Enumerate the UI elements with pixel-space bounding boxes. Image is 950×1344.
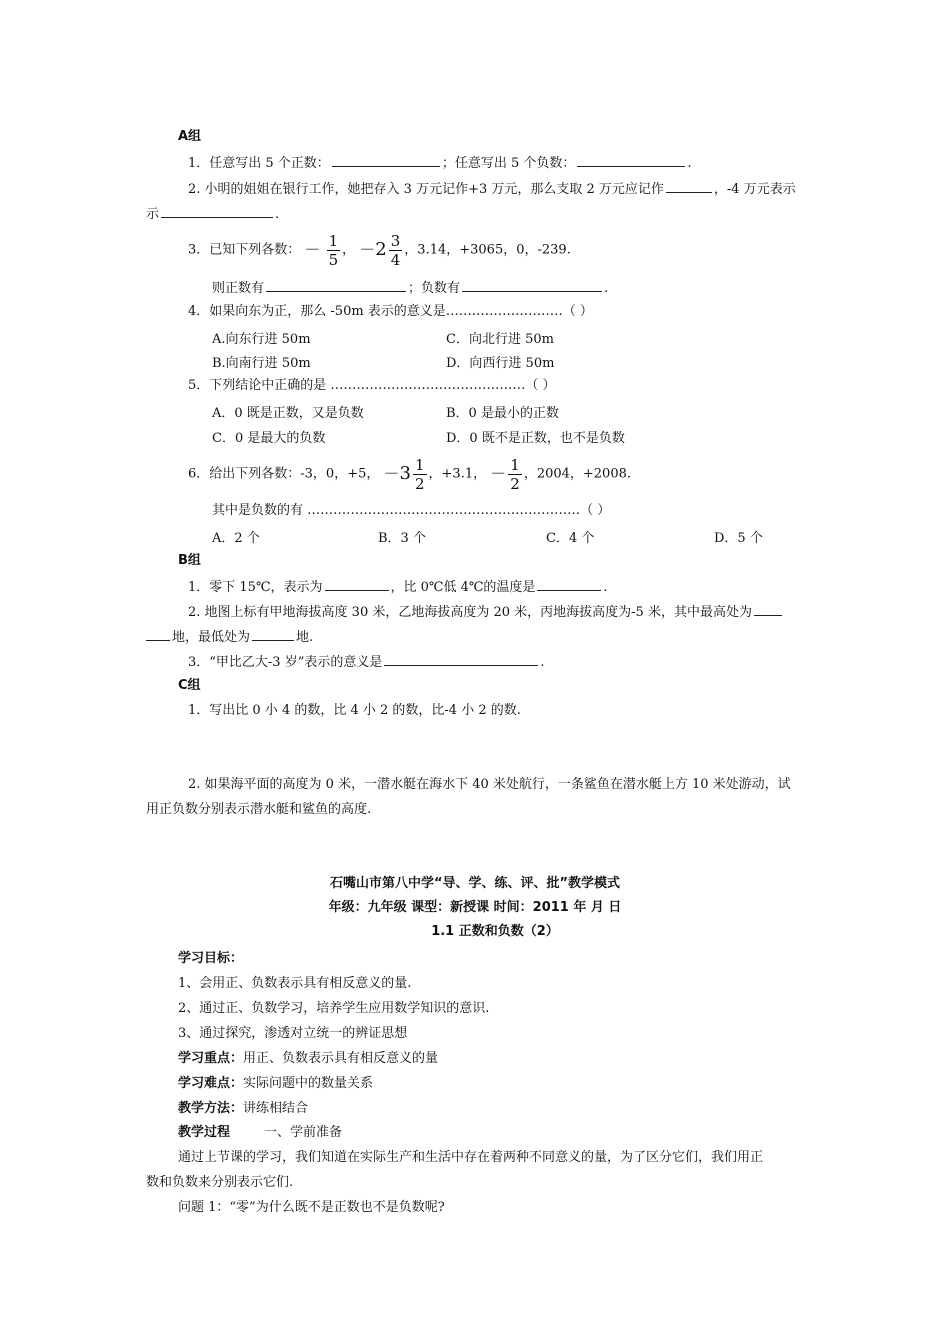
answer-blank — [332, 153, 440, 167]
a-q3-line2: 则正数有 ；负数有 . — [212, 278, 608, 298]
answer-blank — [161, 204, 273, 218]
option-b: B．0 是最小的正数 — [446, 406, 559, 421]
option-c: C．0 是最大的负数 — [212, 431, 326, 446]
answer-blank — [146, 627, 170, 641]
fraction: $\frac{1}{2}$ — [414, 455, 425, 493]
option-a: A.向东行进 50m — [212, 332, 311, 347]
c-q2-line1: 2. 如果海平面的高度为 0 米，一潜水艇在海水下 40 米处航行，一条鲨鱼在潜水艇上方 10 米处游动，试 — [188, 777, 791, 792]
intro-para-line2: 数和负数来分别表示它们. — [146, 1175, 294, 1190]
group-c-heading: C组 — [178, 678, 201, 693]
lesson-title: 1.1 正数和负数（2） — [431, 924, 559, 939]
lesson-meta: 年级：九年级 课型：新授课 时间：2011 年 月 日 — [328, 900, 622, 915]
answer-blank — [325, 577, 389, 591]
goal-1: 1、会用正、负数表示具有相反意义的量. — [178, 976, 412, 991]
goals-label: 学习目标： — [178, 951, 244, 966]
option-a: A．2 个 — [212, 531, 260, 546]
a-q3-line1: 3．已知下列各数： － $\frac{1}{5}$ ， －2 $\frac{3}{4}$ ，3.14，+3065，0，-239. — [188, 231, 571, 269]
fraction: $\frac{1}{5}$ — [328, 231, 339, 269]
difficulty: 学习难点：实际问题中的数量关系 — [178, 1076, 374, 1091]
intro-para-line1: 通过上节课的学习，我们知道在实际生产和生活中存在着两种不同意义的量，为了区分它们，我们用正 — [178, 1150, 764, 1165]
teaching-method: 教学方法：讲练相结合 — [178, 1101, 309, 1116]
a-q5-stem: 5．下列结论中正确的是 ………………………………………（ ） — [188, 378, 556, 393]
answer-blank — [252, 627, 294, 641]
b-q1: 1．零下 15℃，表示为 ，比 0℃低 4℃的温度是 . — [188, 577, 608, 597]
goal-3: 3、通过探究，渗透对立统一的辨证思想 — [178, 1026, 408, 1041]
b-q2-line1: 2. 地图上标有甲地海拔高度 30 米，乙地海拔高度为 20 米，丙地海拔高度为-5 米，其中最高处为 — [188, 602, 784, 622]
question-1: 问题 1：“零”为什么既不是正数也不是负数呢? — [178, 1200, 445, 1215]
a-q6-stem2: 其中是负数的有 ………………………………………………………（ ） — [212, 503, 611, 518]
option-d: D．0 既不是正数，也不是负数 — [446, 431, 625, 446]
a-q6-line1: 6．给出下列各数：-3，0，+5， －3 $\frac{1}{2}$ ，+3.1， － $\frac{1}{2}$ ，2004，+2008. — [188, 455, 632, 493]
answer-blank — [384, 652, 538, 666]
option-d: D．5 个 — [714, 531, 763, 546]
answer-blank — [577, 153, 685, 167]
option-a: A．0 既是正数，又是负数 — [212, 406, 364, 421]
option-c: C．向北行进 50m — [446, 332, 554, 347]
answer-blank — [666, 179, 712, 193]
option-b: B.向南行进 50m — [212, 356, 311, 371]
fraction: $\frac{1}{2}$ — [510, 455, 520, 493]
answer-blank — [266, 278, 406, 292]
option-c: C．4 个 — [546, 531, 595, 546]
option-b: B．3 个 — [378, 531, 426, 546]
answer-blank — [537, 577, 601, 591]
answer-blank — [754, 602, 782, 616]
answer-blank — [462, 278, 602, 292]
group-a-heading: A组 — [178, 129, 202, 144]
goal-2: 2、通过正、负数学习，培养学生应用数学知识的意识. — [178, 1001, 490, 1016]
c-q1: 1．写出比 0 小 4 的数，比 4 小 2 的数，比-4 小 2 的数. — [188, 703, 521, 718]
teaching-process: 教学过程 一、学前准备 — [178, 1125, 343, 1140]
a-q1: 1．任意写出 5 个正数： ；任意写出 5 个负数： . — [188, 153, 692, 173]
key-point: 学习重点：用正、负数表示具有相反意义的量 — [178, 1051, 439, 1066]
school-title: 石嘴山市第八中学“导、学、练、评、批”教学模式 — [329, 876, 621, 891]
b-q3: 3．“甲比乙大-3 岁”表示的意义是 . — [188, 652, 545, 672]
a-q2-line1: 2. 小明的姐姐在银行工作，她把存入 3 万元记作+3 万元，那么支取 2 万元应记作 ，-4 万元表示 — [188, 179, 796, 199]
b-q2-line2: 地，最低处为 地. — [146, 627, 313, 647]
option-d: D．向西行进 50m — [446, 356, 555, 371]
group-b-heading: B组 — [178, 553, 201, 568]
a-q2-line2: 示 . — [146, 204, 279, 224]
fraction: $\frac{3}{4}$ — [390, 231, 401, 269]
a-q4-stem: 4．如果向东为正，那么 -50m 表示的意义是………………………（ ） — [188, 304, 593, 319]
c-q2-line2: 用正负数分别表示潜水艇和鲨鱼的高度. — [146, 802, 372, 817]
